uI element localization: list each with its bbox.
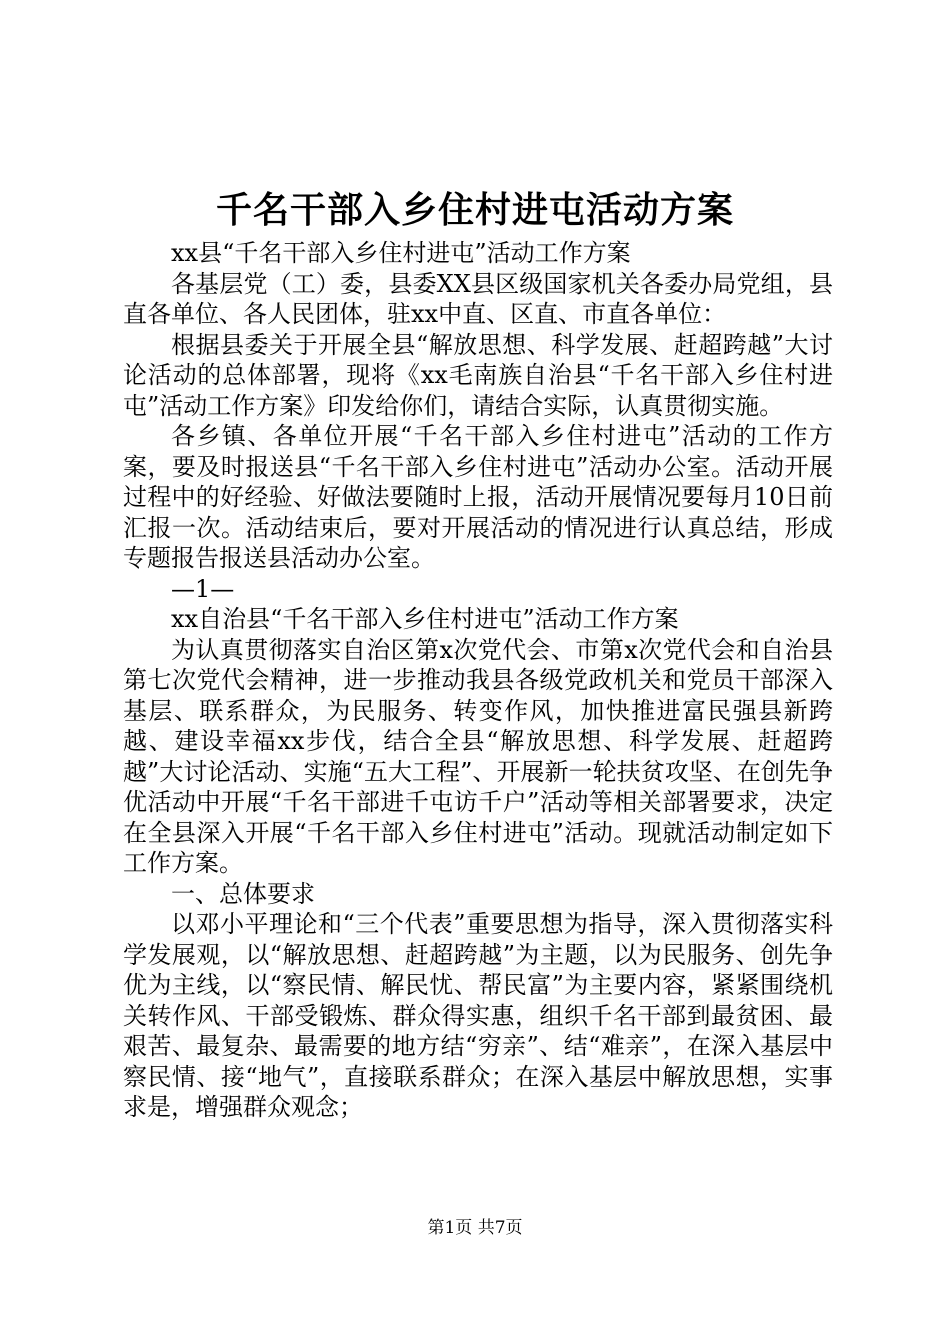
page-marker: —1— bbox=[171, 574, 235, 603]
document-body bbox=[123, 238, 833, 1123]
page-footer: 第1页 共7页 bbox=[427, 1218, 523, 1238]
addressee-paragraph: 各基层党（工）委，县委XX县区级国家机关各委办局党组，县直各单位、各人民团体，驻xx中直、区直、市直各单位： bbox=[123, 269, 833, 328]
document-title: 千名干部入乡住村进屯活动方案 bbox=[215, 189, 734, 231]
body-paragraph: 根据县委关于开展全县“解放思想、科学发展、赶超跨越”大讨论活动的总体部署，现将《xx毛南族自治县“千名干部入乡住村进屯”活动工作方案》印发给你们，请结合实际，认真贯彻实施。 bbox=[123, 330, 833, 420]
notice-heading: xx县“千名干部入乡住村进屯”活动工作方案 bbox=[171, 239, 631, 267]
plan-heading: xx自治县“千名干部入乡住村进屯”活动工作方案 bbox=[171, 605, 679, 633]
section-heading: 一、总体要求 bbox=[171, 879, 315, 908]
body-paragraph: 为认真贯彻落实自治区第x次党代会、市第x次党代会和自治县第七次党代会精神，进一步推动我县各级党政机关和党员干部深入基层、联系群众，为民服务、转变作风，加快推进富民强县新跨越、建设幸福xx步伐，结合全县“解放思想、科学发展、赶超跨越”大讨论活动、实施“五大工程”、开展新一轮扶贫攻坚、在创先争优活动中开展“千名干部进千屯访千户”活动等相关部署要求，决定在全县深入开展“千名干部入乡住村进屯”活动。现就活动制定如下工作方案。 bbox=[123, 635, 833, 877]
body-paragraph: 各乡镇、各单位开展“千名干部入乡住村进屯”活动的工作方案，要及时报送县“千名干部入乡住村进屯”活动办公室。活动开展过程中的好经验、好做法要随时上报，活动开展情况要每月10日前汇报一次。活动结束后，要对开展活动的情况进行认真总结，形成专题报告报送县活动办公室。 bbox=[123, 422, 833, 572]
body-paragraph: 以邓小平理论和“三个代表”重要思想为指导，深入贯彻落实科学发展观，以“解放思想、赶超跨越”为主题，以为民服务、创先争优为主线，以“察民情、解民忧、帮民富”为主要内容，紧紧围绕机关转作风、干部受锻炼、群众得实惠，组织千名干部到最贫困、最艰苦、最复杂、最需要的地方结“穷亲”、结“难亲”，在深入基层中察民情、接“地气”，直接联系群众；在深入基层中解放思想，实事求是，增强群众观念； bbox=[123, 910, 833, 1121]
